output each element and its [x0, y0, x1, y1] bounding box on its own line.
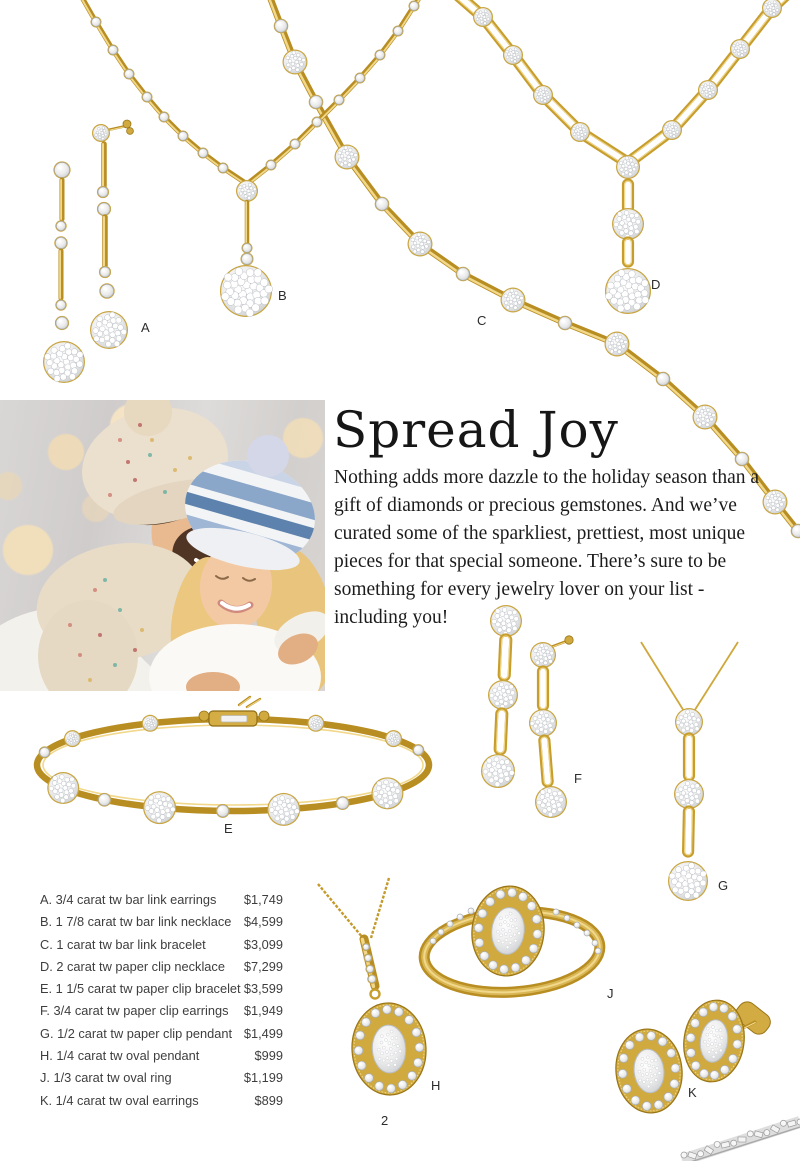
- item-marker-k: K: [688, 1085, 697, 1100]
- price-row: [40, 956, 283, 978]
- bracelet-e-image: [37, 697, 429, 826]
- price-row-price: $1,749: [243, 892, 283, 907]
- headline: Spread Joy: [333, 401, 619, 459]
- earrings-a-image: [43, 120, 133, 383]
- price-row: [40, 1090, 283, 1112]
- price-row-price: $1,499: [243, 1025, 283, 1041]
- item-marker-a: A: [141, 320, 150, 335]
- earrings-f-image: [481, 605, 573, 818]
- item-marker-g: G: [718, 878, 729, 893]
- price-row-price: $1,949: [243, 1003, 283, 1019]
- couple-photo-illustration: [0, 400, 325, 691]
- item-marker-j: J: [607, 986, 614, 1001]
- necklace-b-image: [79, 0, 424, 317]
- price-row-price: $899: [254, 1092, 283, 1108]
- price-row-price: $1,199: [243, 1070, 283, 1086]
- price-row: [40, 889, 283, 911]
- price-row-description: E. 1 1/5 carat tw paper clip bracelet: [40, 981, 241, 997]
- item-marker-f: F: [574, 771, 582, 786]
- intro-text: Nothing adds more dazzle to the holiday season than a gift of diamonds or precious gemstones. And we’ve curated some of the sparkliest, prettiest, most unique pieces for that special someone. There’s sure to be something for every jewelry lover on your list - including you!: [334, 467, 760, 628]
- item-marker-e: E: [224, 821, 233, 836]
- price-row-description: J. 1/3 carat tw oval ring: [40, 1070, 172, 1086]
- price-row: [40, 934, 283, 956]
- item-marker-h: H: [431, 1078, 441, 1093]
- page-number: 2: [381, 1113, 389, 1128]
- couple-photo: [0, 400, 325, 691]
- item-marker-d: D: [651, 277, 661, 292]
- price-row-description: G. 1/2 carat tw paper clip pendant: [40, 1025, 233, 1041]
- price-row-description: F. 3/4 carat tw paper clip earrings: [40, 1003, 229, 1019]
- price-row: [40, 911, 283, 933]
- price-row-price: $3,099: [243, 936, 283, 952]
- ring-j-image: [421, 882, 602, 998]
- price-row: [40, 978, 283, 1000]
- price-row-price: $4,599: [243, 914, 283, 930]
- price-row: [40, 1000, 283, 1022]
- item-marker-c: C: [477, 313, 487, 328]
- bracelet-partial-image: [681, 1119, 800, 1161]
- item-marker-b: B: [278, 288, 287, 303]
- price-row-description: B. 1 7/8 carat tw bar link necklace: [40, 914, 232, 930]
- price-row: [40, 1067, 283, 1089]
- price-row-description: H. 1/4 carat tw oval pendant: [40, 1048, 200, 1064]
- pendant-g-image: [641, 642, 738, 901]
- price-row-price: $999: [254, 1048, 283, 1064]
- price-row-price: $3,599: [243, 981, 283, 997]
- price-list: [40, 889, 283, 1112]
- price-row-description: D. 2 carat tw paper clip necklace: [40, 958, 225, 974]
- price-row-description: C. 1 carat tw bar link bracelet: [40, 936, 206, 952]
- pendant-h-image: [318, 878, 428, 1097]
- price-row-price: $7,299: [243, 958, 283, 974]
- price-row-description: A. 3/4 carat tw bar link earrings: [40, 892, 217, 907]
- price-row: [40, 1023, 283, 1045]
- price-row: [40, 1045, 283, 1067]
- necklace-d-image: [449, 0, 792, 314]
- price-row-description: K. 1/4 carat tw oval earrings: [40, 1092, 199, 1108]
